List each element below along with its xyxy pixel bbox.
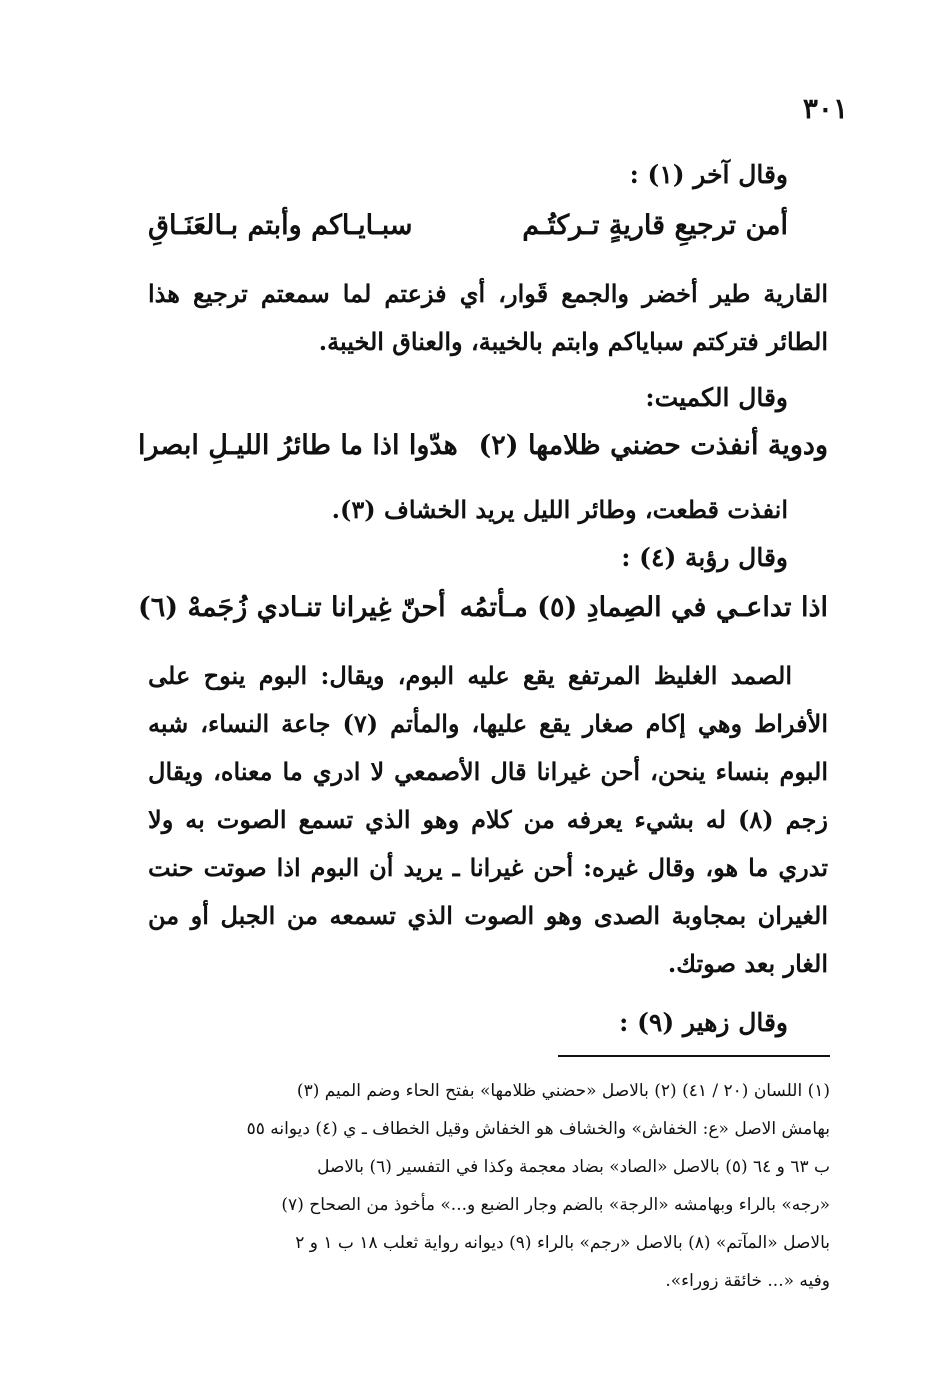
verse-1-first-hemistich: أمن ترجيعِ قاريةٍ تـركتُـم — [522, 210, 788, 241]
verse-line-1 — [148, 210, 788, 241]
verse-3-first-hemistich: اذا تداعـي في الصِمادِ (٥) مـأتمُه — [459, 592, 828, 623]
commentary-paragraph-1: القارية طير أخضر والجمع قَوار، أي فزعتم لما سمعتم ترجيع هذا الطائر فتركتم سباياكم وابتم بالخيبة، والعناق الخيبة. — [148, 279, 829, 356]
footnote-line: بالاصل «المآتم» (٨) بالاصل «رجم» بالراء (٩) ديوانه رواية ثعلب ١٨ ب ١ و ٢ — [295, 1233, 830, 1253]
commentary-paragraph-2: انفذت قطعت، وطائر الليل يريد الخشاف (٣). — [331, 495, 788, 524]
verse-2-first-hemistich: ودوية أنفذت حضني ظلامها (٢) — [478, 430, 828, 461]
poet-intro-zuhayr: وقال زهير (٩) : — [619, 1008, 788, 1037]
footnote-line: ب ٦٣ و ٦٤ (٥) بالاصل «الصاد» بضاد معجمة وكذا في التفسير (٦) بالاصل — [317, 1157, 830, 1177]
footnotes — [158, 1072, 830, 1300]
footnote-line: بهامش الاصل «ع: الخفاش» والخشاف هو الخفاش وقيل الخطاف ـ ي (٤) ديوانه ٥٥ — [246, 1119, 830, 1139]
verse-2-second-hemistich: هدّوا اذا ما طائرُ الليـلِ ابصرا — [138, 430, 458, 461]
commentary-paragraph-3: الصمد الغليظ المرتفع يقع عليه البوم، ويقال: البوم ينوح على الأفراط وهي إكام صغار يقع عليها، والمأتم (٧) جاعة النساء، شبه البوم بنساء ينحن، أحن غيرانا قال الأصمعي لا ادري ما معناه، ويقال زجم (٨) له بشيء يعرفه من كلام وهو الذي تسمع الصوت به ولا تدري ما هو، وقال غيره: أحن غيرانا ـ يريد أن البوم اذا صوتت حنت الغيران بمجاوبة الصدى وهو الصوت الذي تسمعه من الجبل أو من الغار بعد صوتك. — [148, 661, 829, 978]
verse-line-3 — [138, 592, 828, 623]
verse-line-2 — [138, 430, 828, 461]
verse-1-second-hemistich: سبـايـاكم وأبتم بـالعَنَـاقِ — [148, 210, 413, 241]
poet-intro-ruba: وقال رؤبة (٤) : — [621, 543, 788, 572]
footnote-line: وفيه «... خائقة زوراء». — [665, 1271, 830, 1291]
page-number: ٣٠١ — [802, 92, 848, 125]
footnote-line: «رجه» بالراء وبهامشه «الرجة» بالضم وجار الضبع و...» مأخوذ من الصحاح (٧) — [281, 1195, 830, 1215]
poet-intro-kumayt: وقال الكميت: — [645, 383, 788, 412]
footnote-line: (١) اللسان (٢٠ / ٤١) (٢) بالاصل «حضني ظلامها» بفتح الحاء وضم الميم (٣) — [296, 1081, 830, 1101]
footnote-separator — [558, 1055, 830, 1057]
verse-3-second-hemistich: أحنّ غِيرانا تنـادي زُجَمهْ (٦) — [138, 592, 446, 623]
poet-intro-other: وقال آخر (١) : — [629, 160, 788, 189]
